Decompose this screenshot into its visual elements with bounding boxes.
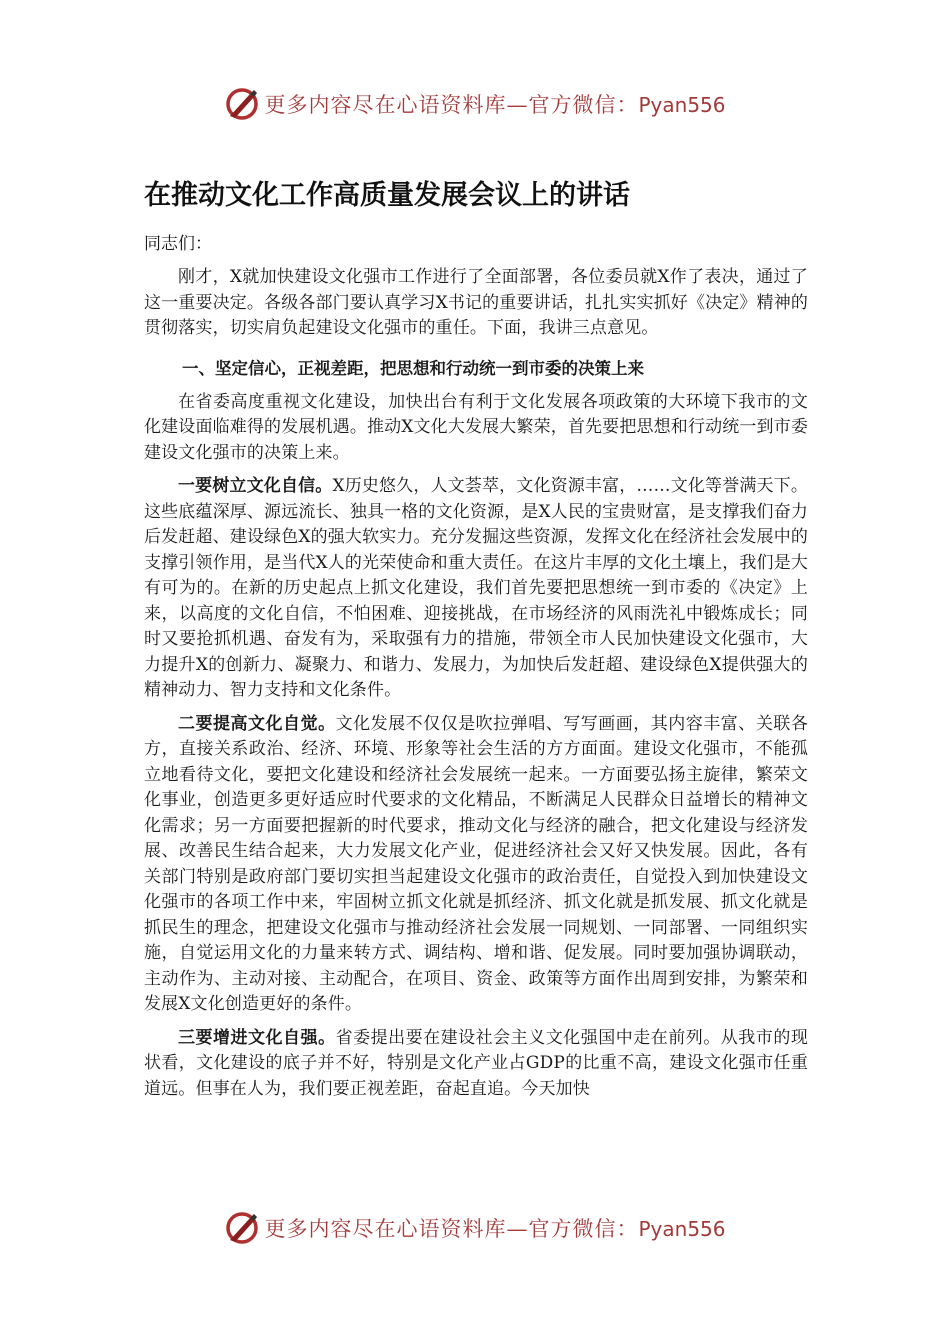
point-3-lead: 三要增进文化自强。	[178, 1027, 336, 1048]
wechat-id: Pyan556	[638, 1217, 726, 1241]
point-2-lead: 二要提高文化自觉。	[178, 713, 336, 734]
section-1-heading: 一、坚定信心，正视差距，把思想和行动统一到市委的决策上来	[181, 358, 644, 378]
header-banner	[0, 84, 950, 124]
banner-text: 更多内容尽在心语资料库—官方微信：Pyan556	[264, 1217, 726, 1241]
page-title: 在推动文化工作高质量发展会议上的讲话	[144, 180, 630, 211]
point-1-paragraph	[144, 474, 808, 704]
point-1-lead: 一要树立文化自信。	[178, 476, 333, 496]
point-3-paragraph	[144, 1026, 808, 1103]
point-1-text: X历史悠久，人文荟萃，文化资源丰富，……文化等誉满天下。这些底蕴深厚、源远流长、独具一格的文化资源，是X人民的宝贵财富，是支撑我们奋力后发赶超、建设绿色X的强大软实力。充分发掘这些资源，发挥文化在经济社会发展中的支撑引领作用，是当代X人的光荣使命和重大责任。在这片丰厚的文化土壤上，我们是大有可为的。在新的历史起点上抓文化建设，我们首先要把思想统一到市委的《决定》上来，以高度的文化自信，不怕困难、迎接挑战，在市场经济的风雨洗礼中锻炼成长；同时又要抢抓机遇、奋发有为，采取强有力的措施，带领全市人民加快建设文化强市，大力提升X的创新力、凝聚力、和谐力、发展力，为加快后发赶超、建设绿色X提供强大的精神动力、智力支持和文化条件。	[144, 476, 808, 700]
point-2-paragraph	[144, 712, 808, 1018]
point-2-text: 文化发展不仅仅是吹拉弹唱、写写画画，其内容丰富、关联各方，直接关系政治、经济、环境、形象等社会生活的方方面面。建设文化强市，不能孤立地看待文化，要把文化建设和经济社会发展统一起来。一方面要弘扬主旋律，繁荣文化事业，创造更多更好适应时代要求的文化精品，不断满足人民群众日益增长的精神文化需求；另一方面要把握新的时代要求，推动文化与经济的融合，把文化建设与经济发展、改善民生结合起来，大力发展文化产业，促进经济社会又好又快发展。因此，各有关部门特别是政府部门要切实担当起建设文化强市的政治责任，自觉投入到加快建设文化强市的各项工作中来，牢固树立抓文化就是抓经济、抓文化就是抓发展、抓文化就是抓民生的理念，把建设文化强市与推动经济社会发展一同规划、一同部署、一同组织实施，自觉运用文化的力量来转方式、调结构、增和谐、促发展。同时要加强协调联动，主动作为、主动对接、主动配合，在项目、资金、政策等方面作出周到安排，为繁荣和发展X文化创造更好的条件。	[144, 713, 808, 1014]
section-1-paragraph: 在省委高度重视文化建设，加快出台有利于文化发展各项政策的大环境下我市的文化建设面临难得的发展机遇。推动X文化大发展大繁荣，首先要把思想和行动统一到市委建设文化强市的决策上来。	[144, 391, 808, 463]
document-body	[144, 170, 808, 1102]
pen-circle-logo-icon	[224, 1210, 260, 1246]
banner-text: 更多内容尽在心语资料库—官方微信：Pyan556	[264, 93, 726, 117]
pen-circle-logo-icon	[224, 86, 260, 122]
point-3-text: 省委提出要在建设社会主义文化强国中走在前列。从我市的现状看，文化建设的底子并不好，特别是文化产业占GDP的比重不高，建设文化强市任重道远。但事在人为，我们要正视差距，奋起直追。今天加快	[144, 1027, 808, 1099]
footer-banner	[0, 1208, 950, 1248]
greeting: 同志们：	[144, 234, 212, 254]
wechat-id: Pyan556	[638, 93, 726, 117]
intro-paragraph: 刚才，X就加快建设文化强市工作进行了全面部署，各位委员就X作了表决，通过了这一重要决定。各级各部门要认真学习X书记的重要讲话，扎扎实实抓好《决定》精神的贯彻落实，切实肩负起建设文化强市的重任。下面，我讲三点意见。	[144, 267, 808, 338]
